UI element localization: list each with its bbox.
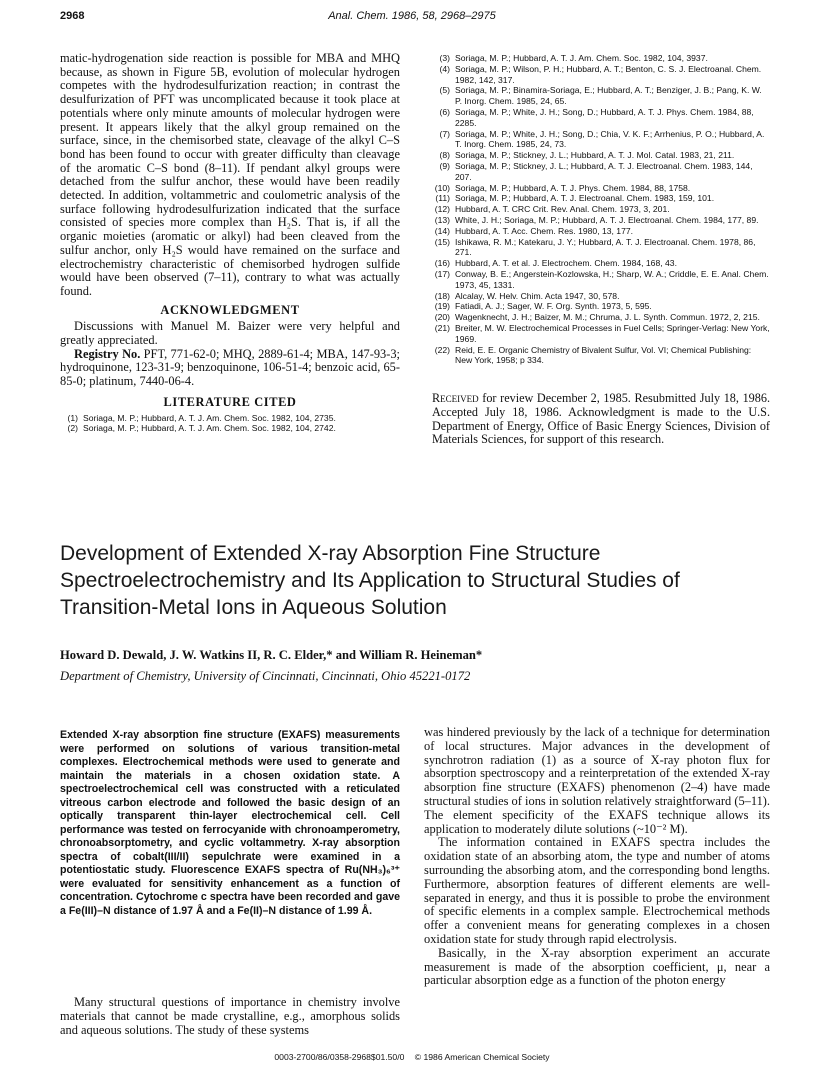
reference-text: Soriaga, M. P.; Hubbard, A. T. J. Electroanal. Chem. 1983, 159, 101. [455, 193, 715, 204]
reference-number: (21) [434, 322, 450, 333]
reference-item [432, 150, 770, 161]
reference-number: (8) [439, 150, 450, 161]
reference-item [432, 301, 770, 312]
reference-text: White, J. H.; Soriaga, M. P.; Hubbard, A. T. J. Electroanal. Chem. 1984, 177, 89. [455, 214, 759, 225]
running-head: Anal. Chem. 1986, 58, 2968–2975 [328, 10, 496, 22]
reference-text: Soriaga, M. P.; Wilson, P. H.; Hubbard, A. T.; Benton, C. S. J. Electroanal. Chem. 1982, 142, 317. [455, 63, 762, 85]
received-label: Received [432, 391, 479, 405]
page-header [60, 10, 764, 24]
reference-item [432, 323, 770, 345]
intro-paragraph: was hindered previously by the lack of a technique for determination of local structures. Major advances in the development of synchrotron radiation (1) as a source of X-ray photon flux for absorption spectroscopy and a reinterpretation of the extended X-ray absorption fine structure (EXAFS) phenomenon (2–4) have made structural studies of ions in solution relatively straightforward (5–11). The element specificity of the EXAFS technique allows its application to moderately dilute solutions (~10⁻² M). [424, 725, 770, 836]
reference-number: (13) [434, 214, 450, 225]
reference-text: Soriaga, M. P.; Stickney, J. L.; Hubbard, A. T. J. Electroanal. Chem. 1983, 144, 207. [455, 160, 753, 182]
reference-number: (1) [67, 412, 78, 423]
reference-item [432, 129, 770, 151]
reference-text: Soriaga, M. P.; Stickney, J. L.; Hubbard, A. T. J. Mol. Catal. 1983, 21, 211. [455, 150, 735, 161]
intro-paragraph: Basically, in the X-ray absorption experiment an accurate measurement is made of the absorption coefficient, μ, near a particular absorption edge as a function of the photon energy [424, 945, 770, 988]
reference-item [432, 53, 770, 64]
reference-number: (16) [434, 258, 450, 269]
reference-text: Hubbard, A. T. et al. J. Electrochem. Chem. 1984, 168, 43. [455, 258, 677, 269]
reference-text: Conway, B. E.; Angerstein-Kozlowska, H.; Sharp, W. A.; Criddle, E. E. Anal. Chem. 1973, 45, 1331. [455, 268, 769, 290]
reference-text: Alcalay, W. Helv. Chim. Acta 1947, 30, 578. [455, 290, 620, 301]
reference-item [432, 183, 770, 194]
page-footer [60, 1052, 764, 1062]
acknowledgment-text: Discussions with Manuel M. Baizer were very helpful and greatly appreciated. [60, 319, 400, 348]
reference-number: (11) [435, 193, 450, 204]
reference-item [432, 161, 770, 183]
reference-number: (2) [67, 423, 78, 434]
page-number: 2968 [60, 10, 85, 22]
intro-paragraph: The information contained in EXAFS spectra includes the oxidation state of an absorbing atom, the type and number of atoms surrounding the absorbing atom, and the corresponding bond lengths. Furthermore, absorption features of different elements are well-separated in energy, and thus it is possible to probe the environment of specific elements in a complex sample. Electrochemical methods offer a convenient means for generating complexes in a chosen oxidation state for study through rapid electrolysis. [424, 835, 770, 946]
reference-item [432, 85, 770, 107]
reference-item [432, 193, 770, 204]
reference-number: (7) [439, 128, 450, 139]
literature-cited-heading: LITERATURE CITED [163, 394, 297, 409]
registry-text: PFT, 771-62-0; MHQ, 2889-61-4; MBA, 147-93-3; hydroquinone, 123-31-9; benzoquinone, 106-51-4; benzoic acid, 65-85-0; platinum, 7440-06-4. [60, 346, 400, 389]
reference-text: Breiter, M. W. Electrochemical Processes in Fuel Cells; Springer-Verlag: New York, 1969. [455, 322, 770, 344]
reference-text: Fatiadi, A. J.; Sager, W. F. Org. Synth. 1973, 5, 595. [455, 301, 652, 312]
reference-number: (6) [439, 106, 450, 117]
reference-item [432, 258, 770, 269]
reference-text: Soriaga, M. P.; Binamira-Soriaga, E.; Hubbard, A. T.; Benziger, J. B.; Pang, K. W. P. Inorg. Chem. 1985, 24, 65. [455, 85, 762, 107]
reference-item [432, 312, 770, 323]
reference-number: (5) [439, 85, 450, 96]
intro-paragraph: Many structural questions of importance in chemistry involve materials that cannot be made crystalline, e.g., amorphous solids and aqueous solutions. The study of these systems [60, 995, 400, 1037]
reference-number: (18) [434, 290, 450, 301]
reference-number: (3) [439, 53, 450, 63]
reference-item [432, 64, 770, 86]
reference-text: Wagenknecht, J. H.; Baizer, M. M.; Chruma, J. L. Synth. Commun. 1972, 2, 215. [455, 312, 760, 323]
reference-number: (22) [434, 344, 450, 355]
acknowledgment-heading: ACKNOWLEDGMENT [160, 302, 300, 317]
reference-number: (10) [434, 182, 450, 193]
reference-number: (15) [434, 236, 450, 247]
reference-item [432, 345, 770, 367]
reference-number: (17) [434, 268, 450, 279]
article-affiliation: Department of Chemistry, University of Cincinnati, Cincinnati, Ohio 45221-0172 [60, 669, 471, 683]
reference-text: Hubbard, A. T. CRC Crit. Rev. Anal. Chem. 1973, 3, 201. [455, 204, 670, 215]
footer-copyright: © 1986 American Chemical Society [414, 1052, 550, 1062]
reference-number: (4) [439, 63, 450, 74]
reference-text: Soriaga, M. P.; White, J. H.; Song, D.; Chia, V. K. F.; Arrhenius, P. O.; Hubbard, A. T. Inorg. Chem. 1985, 24, 73. [455, 128, 765, 150]
reference-item [60, 423, 400, 434]
article-authors: Howard D. Dewald, J. W. Watkins II, R. C. Elder,* and William R. Heineman* [60, 648, 483, 662]
reference-text: Soriaga, M. P.; White, J. H.; Song, D.; Hubbard, A. T. J. Phys. Chem. 1984, 88, 2285. [455, 106, 754, 128]
reference-item [432, 226, 770, 237]
reference-item [432, 204, 770, 215]
reference-number: (9) [439, 160, 450, 171]
received-text: for review December 2, 1985. Resubmitted July 18, 1986. Accepted July 18, 1986. Acknowledgment is made to the U.S. Department of Energy, Office of Basic Energy Sciences, Division of Materials Sciences, for support of this research. [432, 391, 771, 447]
reference-text: Ishikawa, R. M.; Katekaru, J. Y.; Hubbard, A. T. J. Electroanal. Chem. 1978, 86, 271. [455, 236, 756, 258]
reference-item [432, 107, 770, 129]
body-paragraph: matic-hydrogenation side reaction is possible for MBA and MHQ because, as shown in Figure 5B, evolution of molecular hydrogen competes with the hydrodesulfurization reaction; in contrast the desulfurization of PFT was uncomplicated because it took place at potentials where only minute amounts of molecular hydrogen were present. It appears likely that the alkyl group remained on the surface, since, in the chemisorbed state, cleavage of the alkyl C–S bond has been found to occur with greater difficulty than cleavage of the aromatic C–S bond (8–11). If pendant alkyl groups were detached from the sulfur anchor, these would have been readily detected. In addition, voltammetric and coulometric analysis of the surface following hydrodesulfurization indicated that the surface consisted of species more complex than H₂S. That is, if all the organic moieties (aromatic or alkyl) had been cleaved from the sulfur anchor, only H₂S would have remained on the surface and electrochemistry characteristic of chemisorbed hydrogen sulfide would have been observed (7–11), contrary to what was actually found. [60, 51, 400, 298]
article-abstract: Extended X-ray absorption fine structure (EXAFS) measurements were performed on solutions of various transition-metal complexes. Electrochemical methods were used to generate and maintain the materials in a chosen oxidation state. A spectroelectrochemical cell was constructed with a reticulated vitreous carbon electrode and followed the basic design of an optically transparent thin-layer electrochemical cell. Cell performance was tested on ferrocyanide with chronoamperometry, chronoabsorptometry, and cyclic voltammetry. X-ray absorption spectra of cobalt(III/II) sepulchrate were examined in a potentiostatic study. Fluorescence EXAFS spectra of Ru(NH₃)₆³⁺ were evaluated for sensitivity enhancement as a function of concentration. Cytochrome c spectra have been recorded and gave a Fe(III)–N distance of 1.97 Å and a Fe(II)–N distance of 1.99 Å. [60, 729, 400, 917]
received-note [432, 392, 770, 447]
reference-number: (12) [434, 204, 450, 215]
left-column [60, 52, 400, 434]
reference-item [432, 215, 770, 226]
reference-text: Soriaga, M. P.; Hubbard, A. T. J. Phys. Chem. 1984, 88, 1758. [455, 182, 691, 193]
registry-label: Registry No. [74, 346, 141, 361]
reference-text: Soriaga, M. P.; Hubbard, A. T. J. Am. Chem. Soc. 1982, 104, 2735. [83, 412, 336, 423]
reference-list [432, 53, 770, 366]
intro-left [60, 996, 400, 1037]
article-title: Development of Extended X-ray Absorption Fine Structure Spectroelectrochemistry and Its Application to Structural Studies of Transition-Metal Ions in Aqueous Solution [60, 542, 680, 619]
reference-number: (14) [434, 225, 450, 236]
registry-numbers [60, 348, 400, 389]
reference-text: Soriaga, M. P.; Hubbard, A. T. J. Am. Chem. Soc. 1982, 104, 2742. [83, 423, 336, 434]
intro-right [424, 726, 770, 988]
reference-text: Reid, E. E. Organic Chemistry of Bivalent Sulfur, Vol. VI; Chemical Publishing: New York, 1958; p 334. [455, 344, 752, 366]
reference-number: (19) [434, 301, 450, 312]
reference-item [432, 237, 770, 259]
reference-item [60, 413, 400, 424]
reference-item [432, 291, 770, 302]
footer-code: 0003-2700/86/0358-2968$01.50/0 [274, 1052, 405, 1062]
reference-text: Hubbard, A. T. Acc. Chem. Res. 1980, 13, 177. [455, 225, 634, 236]
reference-item [432, 269, 770, 291]
reference-text: Soriaga, M. P.; Hubbard, A. T. J. Am. Chem. Soc. 1982, 104, 3937. [455, 53, 708, 63]
reference-number: (20) [434, 312, 450, 323]
